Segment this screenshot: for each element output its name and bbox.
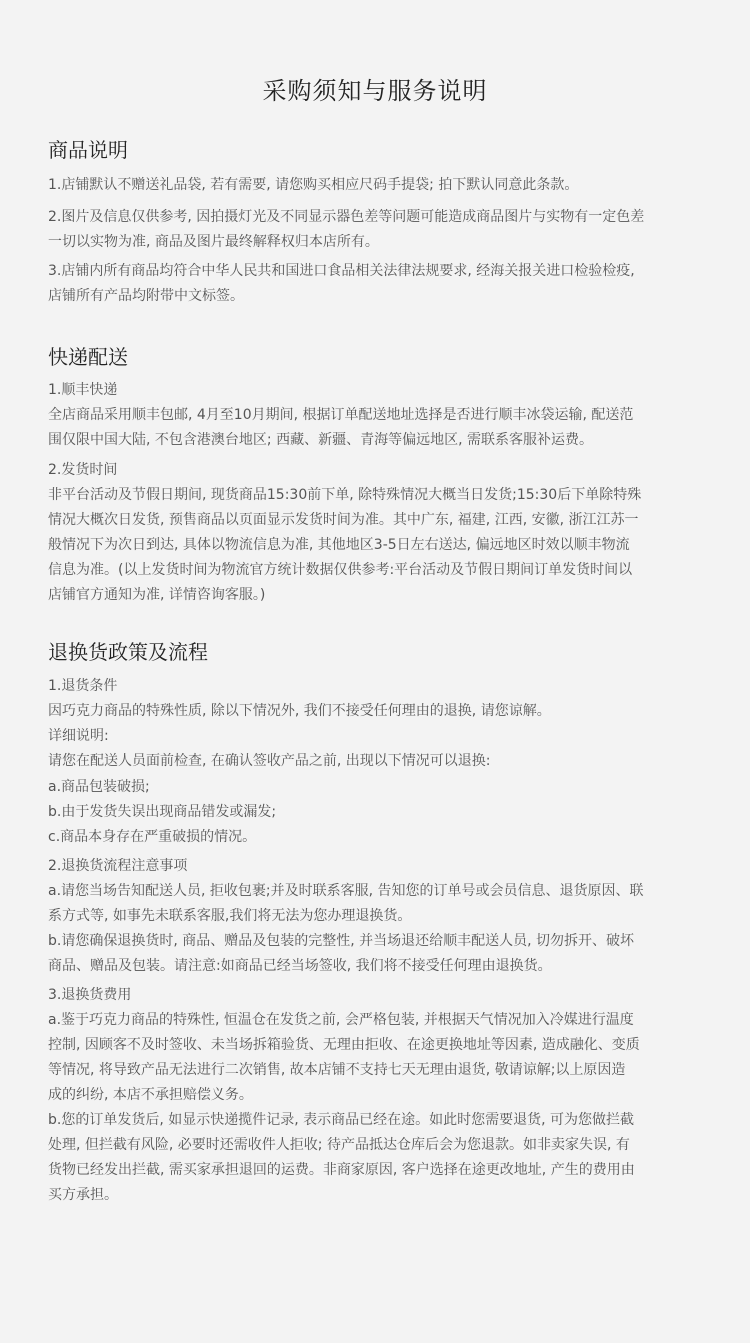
page-title: 采购须知与服务说明 (262, 77, 488, 105)
section-return-item-3: 2.退换货流程注意事项 a.请您当场告知配送人员, 拒收包裹;并及时联系客服, 告知您的订单号或会员信息、退货原因、联 系方式等, 如事先未联系客服,我们将无法为您办理退换货。 b.请您确保退换货时, 商品、赠品及包装的完整性, 并当场退还给顺丰配送人员, 切勿拆开、破坏 商品、赠品及包装。请注意:如商品已经当场签收, 我们将不接受任何理由退换货。 (48, 858, 644, 974)
section-delivery-item-1: 1.顺丰快递 全店商品采用顺丰包邮, 4月至10月期间, 根据订单配送地址选择是否进行顺丰冰袋运输, 配送范 围仅限中国大陆, 不包含港澳台地区; 西藏、新疆、青海等偏远地区, 需联系客服补运费。 (48, 382, 634, 448)
section-delivery-item-2: 2.发货时间 非平台活动及节假日期间, 现货商品15:30前下单, 除特殊情况大概当日发货;15:30后下单除特殊 情况大概次日发货, 预售商品以页面显示发货时间为准。其中广东, 福建, 江西, 安徽, 浙江江苏一 般情况下为次日到达, 具体以物流信息为准, 其他地区3-5日左右送达, 偏远地区时效以顺丰物流 信息为准。(以上发货时间为物流官方统计数据仅供参考:平台活动及节假日期间订单发货时间以 店铺官方通知为准, 详情咨询客服。) (48, 462, 642, 603)
section-title-delivery: 快递配送 (48, 345, 128, 369)
section-return-item-1: 1.退货条件 因巧克力商品的特殊性质, 除以下情况外, 我们不接受任何理由的退换, 请您谅解。 详细说明: 请您在配送人员面前检查, 在确认签收产品之前, 出现以下情况可以退换: (48, 678, 551, 769)
section-product-item-2: 2.图片及信息仅供参考, 因拍摄灯光及不同显示器色差等问题可能造成商品图片与实物有一定色差 一切以实物为准, 商品及图片最终解释权归本店所有。 (48, 209, 645, 250)
section-title-return: 退换货政策及流程 (48, 640, 208, 664)
section-product-item-3: 3.店铺内所有商品均符合中华人民共和国进口食品相关法律法规要求, 经海关报关进口检验检疫, 店铺所有产品均附带中文标签。 (48, 263, 635, 304)
section-title-product: 商品说明 (48, 138, 128, 162)
section-return-item-2: a.商品包装破损; b.由于发货失误出现商品错发或漏发; c.商品本身存在严重破损的情况。 (48, 779, 277, 845)
section-return-item-4: 3.退换货费用 a.鉴于巧克力商品的特殊性, 恒温仓在发货之前, 会严格包装, 并根据天气情况加入冷媒进行温度 控制, 因顾客不及时签收、未当场拆箱验货、无理由拒收、在途更换地址等因素, 造成融化、变质 等情况, 将导致产品无法进行二次销售, 故本店铺不支持七天无理由退货, 敬请谅解;以上原因造 成的纠纷, 本店不承担赔偿义务。 b.您的订单发货后, 如显示快递揽件记录, 表示商品已经在途。如此时您需要退货, 可为您做拦截 处理, 但拦截有风险, 必要时还需收件人拒收; 待产品抵达仓库后会为您退款。如非卖家失误, 有 货物已经发出拦截, 需买家承担退回的运费。非商家原因, 客户选择在途更改地址, 产生的费用由 买方承担。 (48, 987, 640, 1203)
section-product-item-1: 1.店铺默认不赠送礼品袋, 若有需要, 请您购买相应尺码手提袋; 拍下默认同意此条款。 (48, 177, 579, 193)
